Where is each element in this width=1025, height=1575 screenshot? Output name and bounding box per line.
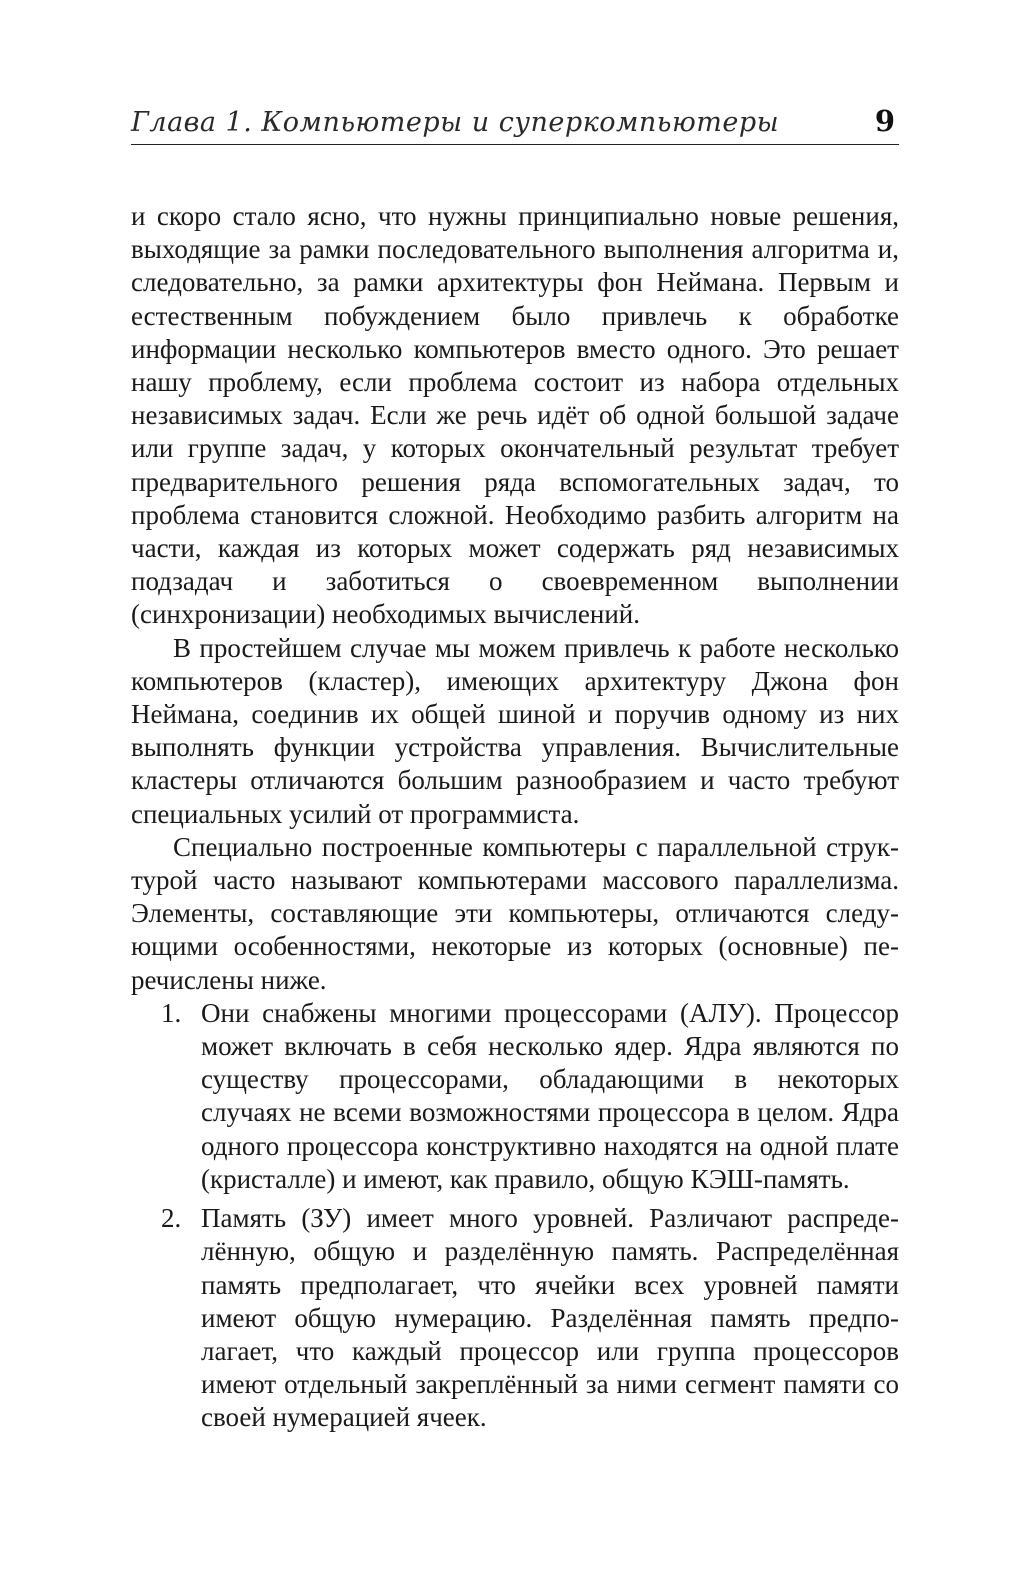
list-item bbox=[161, 1202, 899, 1434]
page-number: 9 bbox=[874, 104, 895, 138]
book-page bbox=[131, 98, 899, 1435]
running-head bbox=[131, 98, 899, 145]
list-item-text: Память (ЗУ) имеет много уровней. Различают распределённую, общую и разделённую память. Распределённая память предполагает, что ячейки всех уровней памяти имеют общую нумерацию. Разделённая память предполагает, что каждый процессор или группа процессоров имеют отдельный закреплённый за ними сегмент памяти со своей нумерацией ячеек. bbox=[201, 1203, 899, 1433]
paragraph: Специально построенные компьютеры с параллельной структурой часто называют компьютерами массового параллелизма. Элементы, составляющие эти компьютеры, отличаются следующими особенностями, некоторые из которых (основные) перечислены ниже. bbox=[131, 831, 899, 995]
list-item-number: 1. bbox=[161, 997, 182, 1028]
list-item-number: 2. bbox=[161, 1203, 182, 1234]
body-text bbox=[131, 200, 899, 1435]
chapter-title: Глава 1. Компьютеры и суперкомпьютеры bbox=[131, 107, 780, 138]
paragraph: В простейшем случае мы можем привлечь к работе несколько компьютеров (кластер), имеющих архитектуру Джона фон Неймана, соединив их общей шиной и поручив одному из них выполнять функции устройства управления. Вычислительные кластеры отличаются большим разнообразием и часто требуют специальных усилий от программиста. bbox=[131, 632, 899, 829]
list-item bbox=[161, 997, 899, 1196]
list-item-text: Они снабжены многими процессорами (АЛУ). Процессор может включать в себя несколько ядер. Ядра являются по существу процессорами, обладающими в некоторых случаях не всеми возможностями процессора в целом. Ядра одного процессора конструктивно находятся на одной плате (кристалле) и имеют, как правило, общую КЭШ-память. bbox=[201, 997, 899, 1194]
numbered-list bbox=[131, 997, 899, 1435]
paragraph: и скоро стало ясно, что нужны принципиально новые решения, выходящие за рамки последовательного выполнения алгоритма и, следовательно, за рамки архитектуры фон Неймана. Первым и естественным побуждением было привлечь к обработке информации несколько компьютеров вместо одного. Это решает нашу проблему, если проблема состоит из набора отдельных независимых задач. Если же речь идёт об одной большой задаче или группе задач, у которых окончательный результат требует предварительного решения ряда вспомогательных задач, то проблема становится сложной. Необходимо разбить алгоритм на части, каждая из которых может содержать ряд независимых подзадач и заботиться о своевременном выполнении (синхронизации) необходимых вычислений. bbox=[131, 201, 899, 630]
